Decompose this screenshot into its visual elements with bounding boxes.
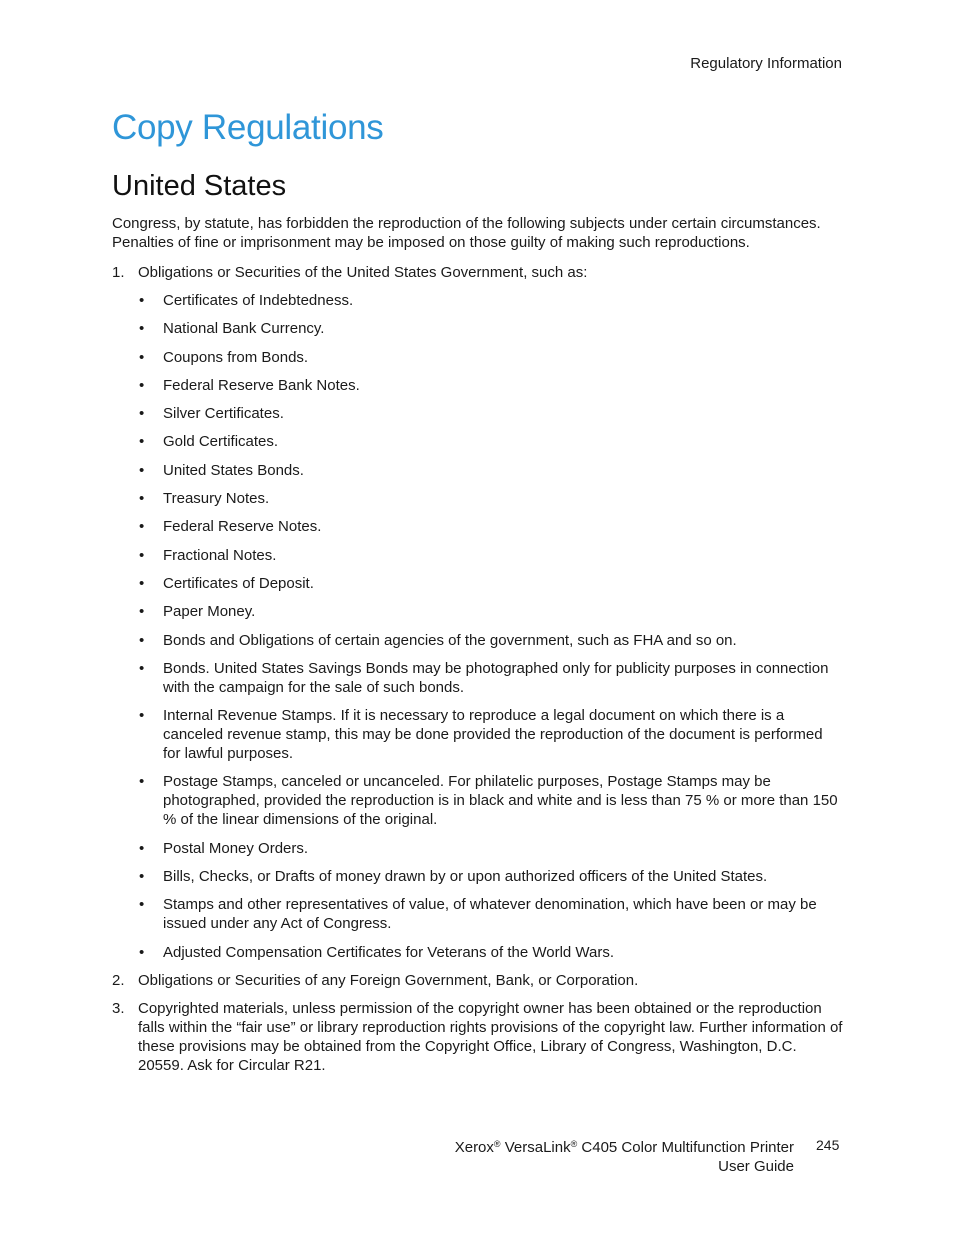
sub-list-item-text: United States Bonds. <box>163 461 304 479</box>
sub-list-item <box>138 839 844 858</box>
sub-list-item-text: Silver Certificates. <box>163 405 284 423</box>
sub-list-item-text: Treasury Notes. <box>163 490 270 508</box>
bullet-icon: • <box>139 659 145 677</box>
running-header: Regulatory Information <box>690 55 842 72</box>
sub-list-item <box>138 319 844 338</box>
sub-list-item <box>138 631 844 650</box>
registered-mark: ® <box>493 1139 501 1149</box>
list-item-number: 2. <box>112 971 125 989</box>
bullet-icon: • <box>139 461 145 479</box>
sub-list-item-text: Federal Reserve Notes. <box>163 518 322 536</box>
bullet-icon: • <box>139 405 145 423</box>
sub-list-item <box>138 461 844 480</box>
footer-product-line <box>455 1138 794 1157</box>
sub-list-item-text: Postal Money Orders. <box>163 839 309 857</box>
sub-list-item <box>138 432 844 451</box>
sub-list-item-text: Postage Stamps, canceled or uncanceled. For philatelic purposes, Postage Stamps may be photographed, provided the reproduction is in black and white and is less than 75 % or more than 150 % of the linear dimensions of the original. <box>163 773 838 829</box>
sub-list-item-text: Paper Money. <box>163 603 256 621</box>
sub-list-item-text: Certificates of Indebtedness. <box>163 292 354 309</box>
bullet-icon: • <box>139 943 145 961</box>
bullet-icon: • <box>139 868 145 886</box>
sub-list-item-text: National Bank Currency. <box>163 320 325 338</box>
sub-list-item-text: Internal Revenue Stamps. If it is necessary to reproduce a legal document on which there is a canceled revenue stamp, this may be done provided the reproduction of the document is performed for lawful purposes. <box>163 707 823 763</box>
bullet-icon: • <box>139 896 145 914</box>
bullet-icon: • <box>139 631 145 649</box>
page-footer <box>455 1138 794 1176</box>
sub-list-item <box>138 574 844 593</box>
list-item <box>112 263 844 962</box>
bullet-icon: • <box>139 839 145 857</box>
footer-product: VersaLink <box>504 1139 571 1156</box>
bullet-icon: • <box>139 546 145 564</box>
bullet-icon: • <box>139 433 145 451</box>
sub-list-item-text: Stamps and other representatives of value, of whatever denomination, which have been or may be issued under any Act of Congress. <box>163 896 817 933</box>
regulation-list <box>112 263 844 1075</box>
sub-list-item <box>138 706 844 763</box>
sub-list-item-text: Bonds and Obligations of certain agencies of the government, such as FHA and so on. <box>163 631 737 649</box>
footer-brand: Xerox <box>454 1139 494 1156</box>
document-body <box>112 214 844 1084</box>
sub-list-item-text: Coupons from Bonds. <box>163 348 309 366</box>
bullet-icon: • <box>139 376 145 394</box>
sub-list-item-text: Bills, Checks, or Drafts of money drawn by or upon authorized officers of the United States. <box>163 868 768 886</box>
intro-paragraph: Congress, by statute, has forbidden the reproduction of the following subjects under certain circumstances. Penalties of fine or imprisonment may be imposed on those guilty of making such reproductions. <box>112 215 821 251</box>
sub-list-item-text: Bonds. United States Savings Bonds may be photographed only for publicity purposes in connection with the campaign for the sale of such bonds. <box>163 659 829 696</box>
sub-list-item-text: Adjusted Compensation Certificates for Veterans of the World Wars. <box>163 943 615 961</box>
footer-guide: User Guide <box>718 1158 794 1175</box>
bullet-icon: • <box>139 320 145 338</box>
sub-list-item <box>138 376 844 395</box>
list-item <box>112 999 844 1075</box>
list-item-text: Obligations or Securities of the United States Government, such as: <box>138 264 588 281</box>
sub-list-item <box>138 348 844 367</box>
footer-model: C405 Color Multifunction Printer <box>581 1139 794 1156</box>
sub-list-item <box>138 895 844 933</box>
list-item-text: Obligations or Securities of any Foreign Government, Bank, or Corporation. <box>138 971 639 989</box>
sub-list-item <box>138 772 844 829</box>
sub-list-item-text: Gold Certificates. <box>163 433 279 451</box>
page-title: Copy Regulations <box>112 108 384 147</box>
sub-list-item <box>138 943 844 962</box>
page-number: 245 <box>816 1137 840 1153</box>
bullet-icon: • <box>139 603 145 621</box>
sub-list-item <box>138 602 844 621</box>
list-item-text: Copyrighted materials, unless permission of the copyright owner has been obtained or the reproduction falls within the “fair use” or library reproduction rights provisions of the copyright law. Further information of these provisions may be obtained from the Copyright Office, Library of Congress, Washington, D.C. 20559. Ask for Circular R21. <box>138 999 843 1074</box>
sub-list-item-text: Fractional Notes. <box>163 546 277 564</box>
list-item-number: 3. <box>112 999 125 1017</box>
bullet-icon: • <box>139 490 145 508</box>
bullet-icon: • <box>139 518 145 536</box>
sub-list-item-text: Certificates of Deposit. <box>163 574 314 592</box>
sub-list-item-text: Federal Reserve Bank Notes. <box>163 376 360 394</box>
sub-list-item <box>138 546 844 565</box>
sub-list-item <box>138 517 844 536</box>
sub-list-item <box>138 489 844 508</box>
bullet-icon: • <box>139 292 145 309</box>
sub-list-item <box>138 291 844 310</box>
sub-list-item <box>138 659 844 697</box>
bullet-icon: • <box>139 348 145 366</box>
registered-mark: ® <box>570 1139 578 1149</box>
list-item-number: 1. <box>112 264 125 281</box>
bullet-icon: • <box>139 773 145 791</box>
list-item <box>112 971 844 990</box>
sub-list-item <box>138 404 844 423</box>
section-heading: United States <box>112 170 287 202</box>
bullet-icon: • <box>139 574 145 592</box>
bullet-icon: • <box>139 707 145 725</box>
sub-list <box>138 291 844 962</box>
sub-list-item <box>138 867 844 886</box>
